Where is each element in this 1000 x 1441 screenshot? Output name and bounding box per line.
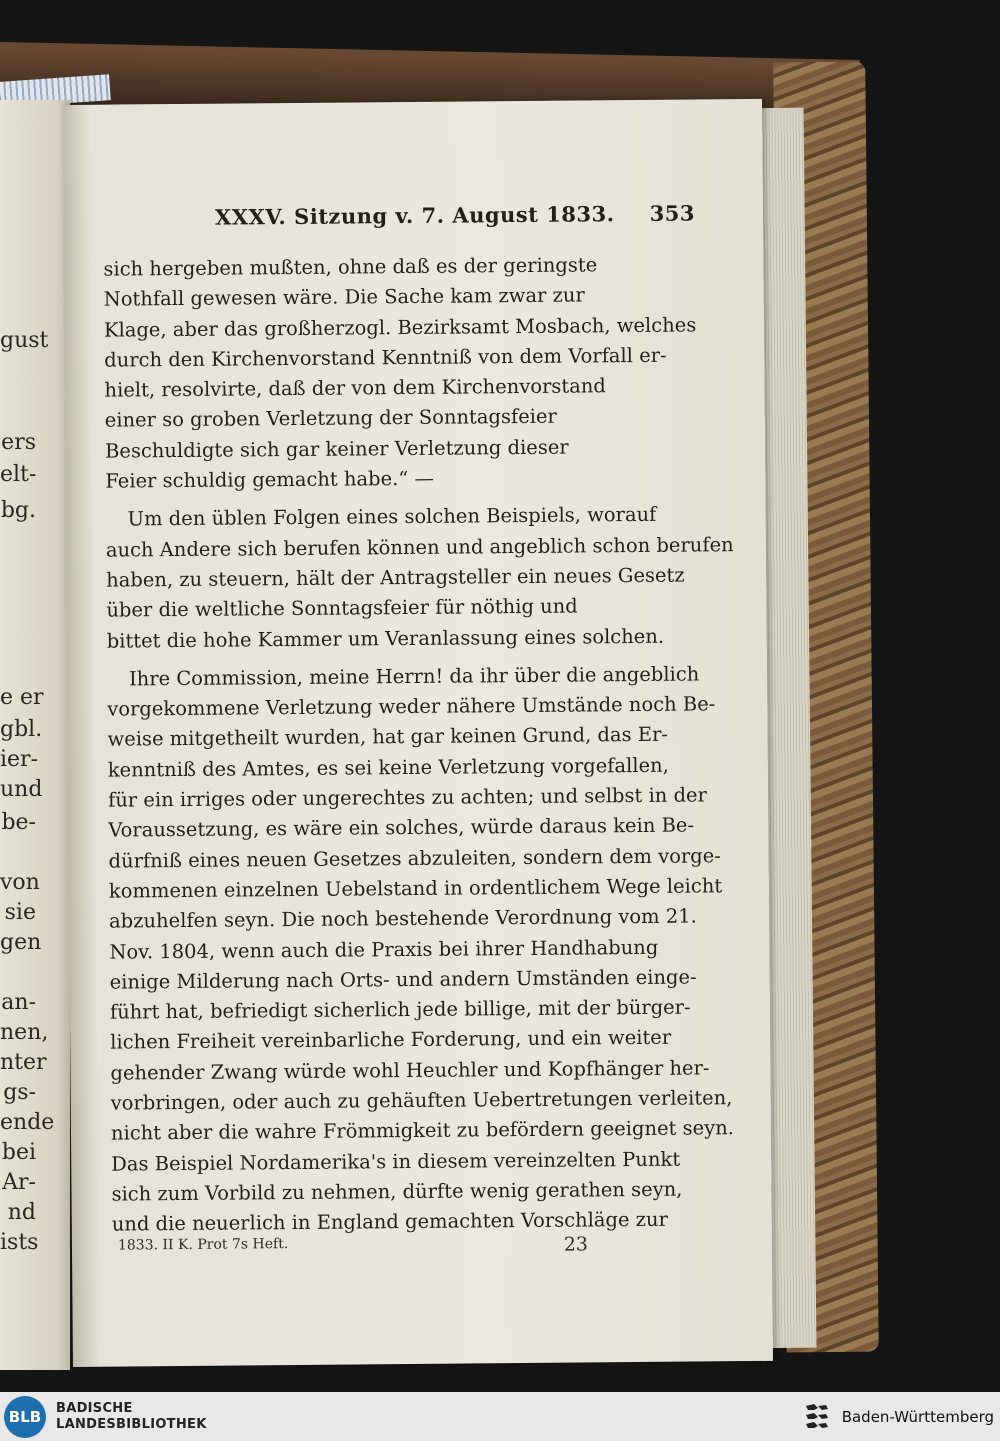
left-page-fragment: ers <box>1 430 36 455</box>
left-page-fragment: gbl. <box>0 717 43 742</box>
text-line: Um den üblen Folgen eines solchen Beispiels, worauf <box>127 503 657 531</box>
text-line: über die weltliche Sonntagsfeier für nöthig und <box>106 594 578 622</box>
left-page-fragment: an- <box>1 990 36 1015</box>
text-line: vorgekommene Verletzung weder nähere Umstände noch Be- <box>107 692 716 721</box>
left-page-fragment: gen <box>0 930 42 955</box>
left-page-fragment: und <box>0 777 43 802</box>
left-page-fragment: von <box>0 870 40 895</box>
text-line: Klage, aber das großherzogl. Bezirksamt Mosbach, welches <box>103 313 697 342</box>
signature-mark: 23 <box>563 1233 589 1256</box>
text-line: führt hat, befriedigt sicherlich jede billige, mit der bürger- <box>109 995 691 1024</box>
text-line: einige Milderung nach Orts- und andern Umständen einge- <box>109 965 697 994</box>
left-page-fragment: bei <box>1 1140 36 1165</box>
left-page-fragment: be- <box>1 810 36 835</box>
brand-bar <box>0 1392 1000 1441</box>
text-line: kenntniß des Amtes, es sei keine Verletzung vorgefallen, <box>107 753 669 782</box>
left-page <box>0 100 70 1370</box>
text-line: auch Andere sich berufen können und angeblich schon berufen <box>105 532 734 562</box>
text-line: Nothfall gewesen wäre. Die Sache kam zwar zur <box>103 283 585 311</box>
left-page-fragment: Ar- <box>2 1170 36 1195</box>
text-line: weise mitgetheilt wurden, hat gar keinen Grund, das Er- <box>107 723 669 752</box>
bw-label: Baden-Württemberg <box>841 1407 994 1426</box>
left-page-fragment: sie <box>4 900 36 925</box>
left-page-fragment: bg. <box>0 498 36 523</box>
blb-name-line2: LANDESBIBLIOTHEK <box>56 1416 207 1432</box>
footer-imprint: 1833. II K. Prot 7s Heft. <box>117 1236 289 1254</box>
text-line: hielt, resolvirte, daß der von dem Kirchenvorstand <box>104 374 606 402</box>
left-page-fragment: gs- <box>3 1080 36 1105</box>
left-page-fragment: ende <box>0 1110 55 1135</box>
running-head-title: XXXV. Sitzung v. 7. August 1833. <box>214 201 615 230</box>
lions-crest-icon <box>802 1400 832 1434</box>
text-line: Nov. 1804, wenn auch die Praxis bei ihrer Handhabung <box>109 935 659 964</box>
blb-name <box>56 1401 207 1433</box>
text-line: Feier schuldig gemacht habe.“ — <box>105 466 435 493</box>
left-page-fragment: nd <box>7 1200 36 1225</box>
left-page-fragment: nen, <box>0 1020 49 1045</box>
left-page-fragment: nter <box>0 1050 47 1075</box>
left-page-fragment: ier- <box>0 747 39 772</box>
text-line: abzuhelfen seyn. Die noch bestehende Verordnung vom 21. <box>109 904 697 933</box>
text-line: durch den Kirchenvorstand Kenntniß von dem Vorfall er- <box>104 343 667 372</box>
text-line: Voraussetzung, es wäre ein solches, würde daraus kein Be- <box>108 813 695 842</box>
main-page <box>62 99 773 1367</box>
bw-brand[interactable] <box>802 1400 994 1434</box>
page-number: 353 <box>649 200 696 226</box>
blb-brand[interactable] <box>4 1396 207 1438</box>
text-line: Beschuldigte sich gar keiner Verletzung dieser <box>104 435 569 463</box>
left-page-fragment: elt- <box>0 462 37 487</box>
text-line: dürfniß eines neuen Gesetzes abzuleiten, sondern dem vorge- <box>108 843 721 873</box>
body-text <box>103 250 735 1240</box>
text-line: bittet die hohe Kammer um Veranlassung eines solchen. <box>106 624 665 653</box>
text-line: sich zum Vorbild zu nehmen, dürfte wenig gerathen seyn, <box>111 1177 683 1206</box>
text-line: nicht aber die wahre Frömmigkeit zu befördern geeignet seyn. <box>110 1116 735 1145</box>
text-line: vorbringen, oder auch zu gehäuften Uebertretungen verleiten, <box>110 1086 733 1115</box>
text-line: Das Beispiel Nordamerika's in diesem vereinzelten Punkt <box>111 1147 681 1176</box>
text-line: und die neuerlich in England gemachten Vorschläge zur <box>111 1207 668 1236</box>
text-line: lichen Freiheit vereinbarliche Forderung, und ein weiter <box>110 1026 672 1055</box>
text-line: kommenen einzelnen Uebelstand in ordentlichem Wege leicht <box>108 874 723 903</box>
text-line: Ihre Commission, meine Herrn! da ihr über die angeblich <box>128 662 700 691</box>
text-line: haben, zu steuern, hält der Antragsteller ein neues Gesetz <box>106 563 685 592</box>
left-page-fragment: e er <box>0 685 44 710</box>
text-line: einer so groben Verletzung der Sonntagsfeier <box>104 405 557 433</box>
blb-name-line1: BADISCHE <box>56 1400 133 1416</box>
left-page-fragment: ists <box>0 1230 39 1255</box>
left-page-fragment: gust <box>0 328 49 353</box>
text-line: sich hergeben mußten, ohne daß es der geringste <box>103 253 598 281</box>
running-head <box>215 200 695 229</box>
blb-logo-icon: BLB <box>4 1396 46 1438</box>
text-line: gehender Zwang würde wohl Heuchler und Kopfhänger her- <box>110 1056 710 1085</box>
text-line: für ein irriges oder ungerechtes zu achten; und selbst in der <box>107 783 707 812</box>
page-footer <box>118 1233 588 1259</box>
